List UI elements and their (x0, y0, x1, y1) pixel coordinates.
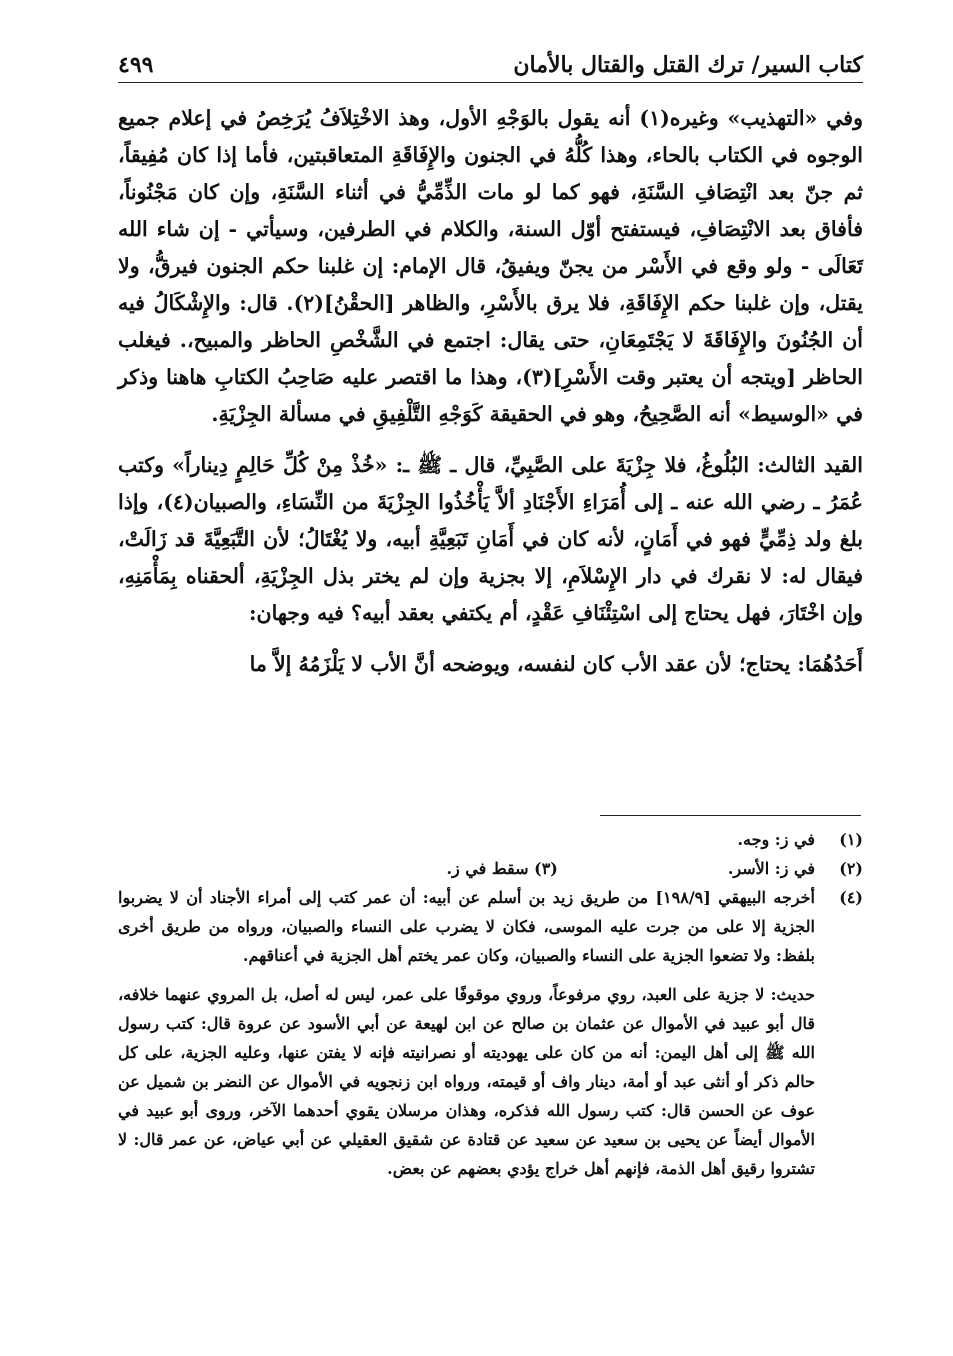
footnote-2-text: في ز: الأسر. (727, 859, 815, 878)
paragraph-1: وفي «التهذيب» وغيره(١) أنه يقول بالوَجْهِ الأول، وهذ الاخْتِلاَفُ يُرَخِصُ في إعلام جميع الوجوه في الكتاب بالحاء، وهذا كُلُّهُ في الجنون والإِفَاقَةِ المتعاقبتين، فأما إذا كان مُفِيقاً، ثم جنّ بعد انْتِصَافِ السَّنَةِ، فهو كما لو مات الذِّمِّيُّ في أثناء السَّنَةِ، وإن كان مَجْنُوناً، فأفاق بعد الانْتِصَافِ، فيستفتح أوّل السنة، والكلام في الطرفين، وسيأتي - إن شاء الله تَعَالَى - ولو وقع في الأَسْر من يجنّ ويفيقُ، قال الإمام: إن غلبنا حكم الجنون فيرقُّ، ولا يقتل، وإن غلبنا حكم الإِفَاقَةِ، فلا يرق بالأَسْرِ، والظاهر [الحقْنُ](٢). قال: والإِشْكَالُ فيه أن الجُنُونَ والإِفَاقَةَ لا يَجْتَمِعَانِ، حتى يقال: اجتمع في الشَّخْصِ الحاظر والمبيح،. فيغلب الحاظر [ويتجه أن يعتبر وقت الأَسْرِ](٣)، وهذا ما اقتصر عليه صَاحِبُ الكتابِ هاهنا وذكر في «الوسيط» أنه الصَّحِيحُ، وهو في الحقيقة كَوَجْهِ التَّلْفِيقِ في مسألة الجِزْيَةِ. (118, 106, 863, 426)
paragraph-2 (118, 447, 863, 632)
page-number: ٤٩٩ (118, 52, 154, 78)
paragraph-2-text: البُلُوغُ، فلا جِزْيَةَ على الصَّبِيِّ، قال ـ ﷺ ـ: «خُذْ مِنْ كُلِّ حَالِمٍ دِيناراً» وكتب عُمَرُ ـ رضي الله عنه ـ إلى أُمَرَاءِ الأَجْنَادِ ألاَّ يَأْخُذُوا الجِزْيَةَ من النِّسَاءِ، والصبيان(٤)، وإذا بلغ ولد ذِمِّيٍّ فهو في أَمَانٍ، لأنه كان في أَمَانِ تَبَعِيَّةِ أبيه، ولا يُغْتَالُ؛ لأن التَّبَعِيَّةَ قد زَالَتْ، فيقال له: لا نقرك في دار الإِسْلاَمِ، إلا بجزية وإن لم يختر بذل الجِزْيَةِ، ألحقناه بِمَأْمَنِهِ، وإن اخْتَارَ، فهل يحتاج إلى اسْتِئْنَافِ عَقْدٍ، أم يكتفي بعقد أبيه؟ فيه وجهان: (118, 453, 863, 625)
footnote-1-text: في ز: وجه. (737, 830, 815, 849)
page-header (118, 38, 863, 83)
footnote-2-3 (118, 854, 863, 883)
main-text (118, 100, 863, 683)
footnote-4-text: أخرجه البيهقي [١٩٨/٩] من طريق زيد بن أسلم عن أبيه: أن عمر كتب إلى أمراء الأجناد أن لا يضربوا الجزية إلا على من جرت عليه الموسى، فكان لا يضرب على النساء والصبيان، ورواه من طريق أخرى بلفظ: ولا تضعوا الجزية على النساء والصبيان، وكان عمر يختم أهل الجزية في أعناقهم. (118, 888, 816, 965)
footnotes (118, 825, 863, 1183)
footnote-1 (118, 825, 863, 854)
footnote-4 (118, 883, 863, 970)
paragraph-3-text: يحتاج؛ لأن عقد الأب كان لنفسه، ويوضحه أنَّ الأب لا يَلْزَمُهُ إلاَّ ما (249, 652, 798, 676)
paragraph-3-lead: أَحَدُهُمَا: (797, 652, 863, 676)
footnote-3-text: (٣) سقط في ز. (446, 859, 558, 878)
paragraph-2-lead: القيد الثالث: (757, 453, 863, 477)
footnote-2-number: (٢) (839, 859, 863, 878)
footnote-1-number: (١) (839, 830, 863, 849)
footnote-4-continuation: حديث: لا جزية على العبد، روي مرفوعاً، وروي موقوفًا على عمر، ليس له أصل، بل المروي عنهما خلافه، قال أبو عبيد في الأموال عن عثمان بن صالح عن ابن لهيعة عن أبي الأسود عن عروة قال: كتب رسول الله ﷺ إلى أهل اليمن: أنه من كان على يهوديته أو نصرانيته فإنه لا يفتن عنها، وعليه الجزية، على كل حالم ذكر أو أنثى عبد أو أمة، دينار واف أو قيمته، ورواه ابن زنجويه في الأموال عن النضر بن شميل عن عوف عن الحسن قال: كتب رسول الله فذكره، وهذان مرسلان يقوي أحدهما الآخر، وروى أبو عبيد في الأموال أيضاً عن يحيى بن سعيد عن سعيد عن قتادة عن شقيق العقيلي عن أبي عياض، عن عمر قال: لا تشتروا رقيق أهل الذمة، فإنهم أهل خراج يؤدي بعضهم عن بعض. (118, 985, 815, 1178)
running-title: كتاب السير/ ترك القتل والقتال بالأمان (513, 52, 863, 78)
paragraph-3 (118, 646, 863, 683)
footnote-separator (600, 815, 861, 816)
footnote-4-number: (٤) (839, 888, 863, 907)
